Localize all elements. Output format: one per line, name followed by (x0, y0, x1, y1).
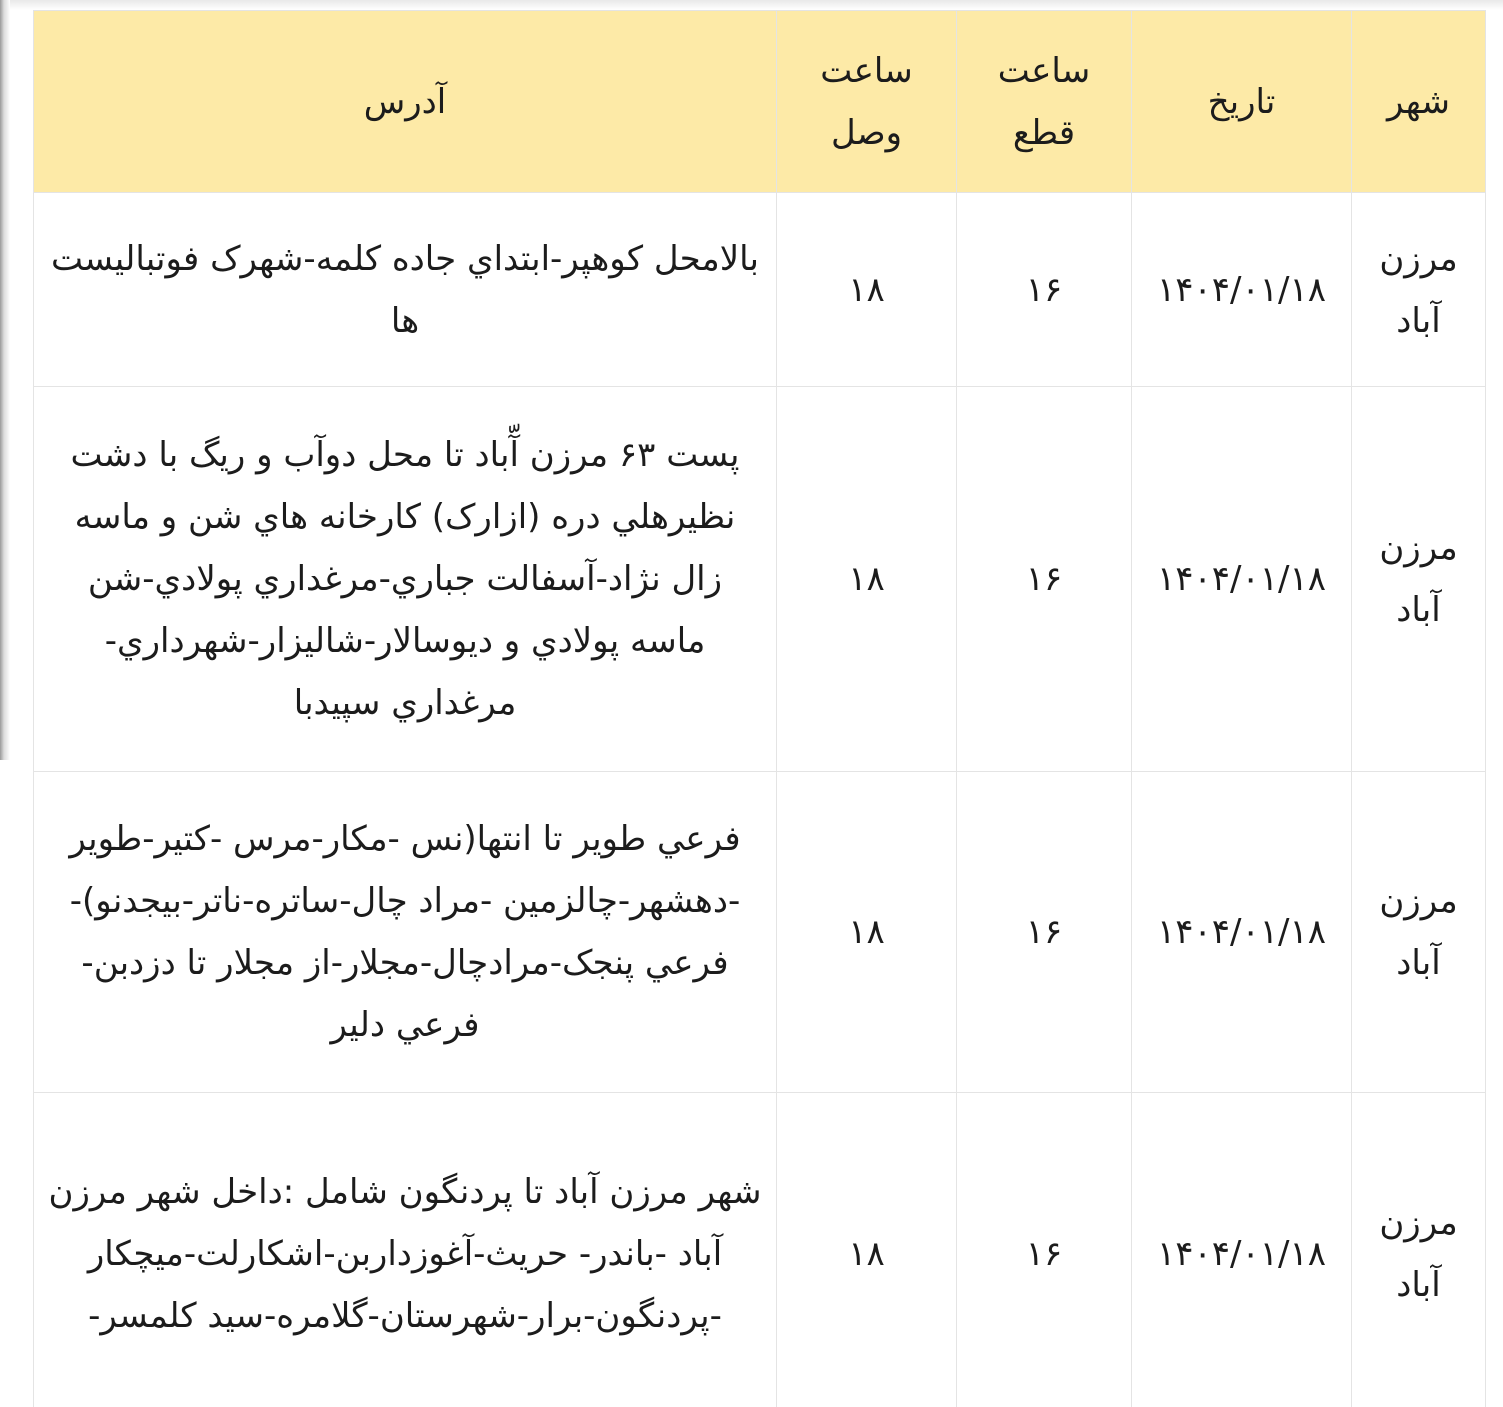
cell-address: شهر مرزن آباد تا پردنگون شامل :داخل شهر مرزن آباد -باندر- حريث-آغوزداربن-اشکارلت-ميچکار -پردنگون-برار-شهرستان-گلامره-سيد کلمسر- (34, 1093, 777, 1407)
cell-cut-time: ۱۶ (957, 772, 1132, 1093)
header-cut-time: ساعت قطع (957, 11, 1132, 193)
table-row (34, 772, 1486, 1093)
cell-cut-time: ۱۶ (957, 387, 1132, 772)
left-shadow (0, 0, 10, 760)
cell-address: فرعي طوير تا انتها(نس -مکار-مرس -کتير-طوير -دهشهر-چالزمين -مراد چال-ساتره-ناتر-بيجدنو)- فرعي پنجک-مرادچال-مجلار-از مجلار تا دزدبن-فرعي دلير (34, 772, 777, 1093)
header-connect-time: ساعت وصل (777, 11, 957, 193)
cell-city: مرزن آباد (1352, 772, 1486, 1093)
outage-schedule-table (33, 10, 1486, 1407)
table-row (34, 1093, 1486, 1407)
header-date: تاريخ (1132, 11, 1352, 193)
cell-city: مرزن آباد (1352, 1093, 1486, 1407)
header-city: شهر (1352, 11, 1486, 193)
cell-connect-time: ۱۸ (777, 193, 957, 387)
cell-cut-time: ۱۶ (957, 193, 1132, 387)
table-row (34, 193, 1486, 387)
cell-connect-time: ۱۸ (777, 772, 957, 1093)
table-row (34, 387, 1486, 772)
cell-date: ۱۴۰۴/۰۱/۱۸ (1132, 772, 1352, 1093)
table-header-row (34, 11, 1486, 193)
cell-address: پست ۶۳ مرزن آّباد تا محل دوآب و ريگ با دشت نظيرهلي دره (ازارک) کارخانه هاي شن و ماسه زال نژاد-آسفالت جباري-مرغداري پولادي-شن ماسه پولادي و ديوسالار-شاليزار-شهرداري-مرغداري سپيدبا (34, 387, 777, 772)
top-shadow (0, 0, 1503, 10)
cell-city: مرزن آباد (1352, 193, 1486, 387)
cell-cut-time: ۱۶ (957, 1093, 1132, 1407)
cell-city: مرزن آباد (1352, 387, 1486, 772)
cell-address: بالامحل کوهپر-ابتداي جاده کلمه-شهرک فوتباليست ها (34, 193, 777, 387)
cell-connect-time: ۱۸ (777, 387, 957, 772)
cell-date: ۱۴۰۴/۰۱/۱۸ (1132, 387, 1352, 772)
cell-date: ۱۴۰۴/۰۱/۱۸ (1132, 193, 1352, 387)
header-address: آدرس (34, 11, 777, 193)
cell-connect-time: ۱۸ (777, 1093, 957, 1407)
cell-date: ۱۴۰۴/۰۱/۱۸ (1132, 1093, 1352, 1407)
